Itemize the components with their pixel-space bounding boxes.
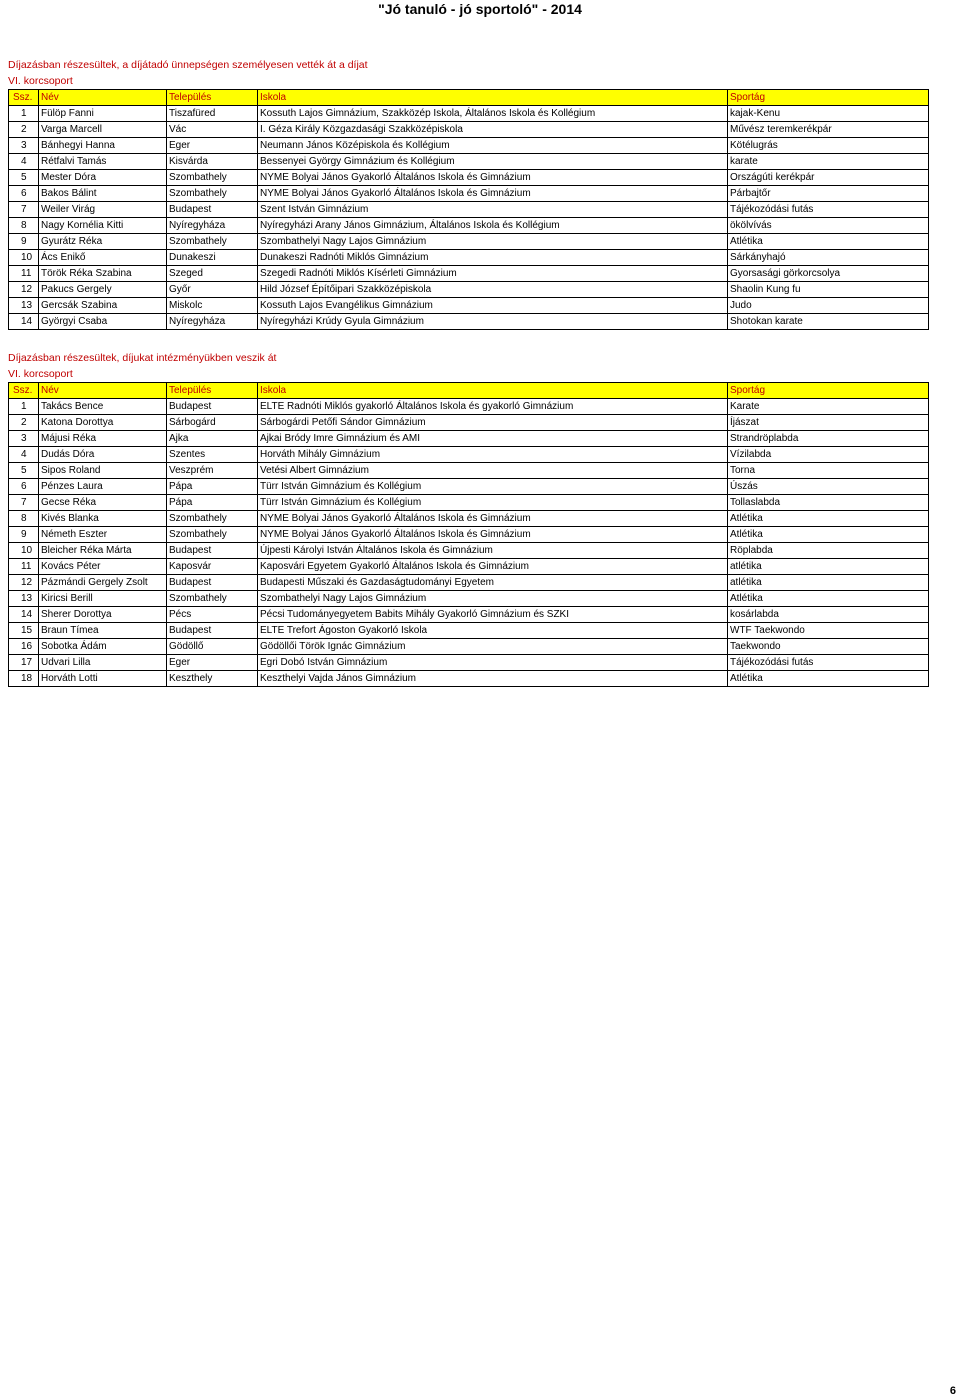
table-header-row: [9, 90, 929, 106]
cell-ssz: 3: [9, 138, 39, 154]
cell-ssz: 2: [9, 415, 39, 431]
table-row: [9, 250, 929, 266]
cell-ssz: 14: [9, 607, 39, 623]
document-title: "Jó tanuló - jó sportoló" - 2014: [378, 1, 582, 17]
cell-ssz: 4: [9, 154, 39, 170]
cell-nev: Török Réka Szabina: [39, 266, 167, 282]
cell-iskola: Kaposvári Egyetem Gyakorló Általános Iskola és Gimnázium: [258, 559, 728, 575]
cell-nev: Braun Tímea: [39, 623, 167, 639]
cell-ssz: 4: [9, 447, 39, 463]
cell-nev: Németh Eszter: [39, 527, 167, 543]
table-row: [9, 575, 929, 591]
section-heading: Díjazásban részesültek, díjukat intézményükben veszik át: [8, 352, 277, 364]
cell-sportag: Judo: [728, 298, 929, 314]
cell-sportag: Párbajtőr: [728, 186, 929, 202]
cell-iskola: Neumann János Középiskola és Kollégium: [258, 138, 728, 154]
table-row: [9, 415, 929, 431]
cell-nev: Weiler Virág: [39, 202, 167, 218]
cell-telepules: Veszprém: [167, 463, 258, 479]
cell-telepules: Pécs: [167, 607, 258, 623]
cell-iskola: NYME Bolyai János Gyakorló Általános Iskola és Gimnázium: [258, 170, 728, 186]
cell-sportag: Országúti kerékpár: [728, 170, 929, 186]
cell-ssz: 9: [9, 527, 39, 543]
cell-telepules: Dunakeszi: [167, 250, 258, 266]
cell-nev: Rétfalvi Tamás: [39, 154, 167, 170]
cell-sportag: Sárkányhajó: [728, 250, 929, 266]
page-number: 6: [949, 1385, 956, 1397]
cell-ssz: 15: [9, 623, 39, 639]
cell-nev: Kivés Blanka: [39, 511, 167, 527]
col-header-ssz: Ssz.: [9, 90, 39, 106]
cell-nev: Sherer Dorottya: [39, 607, 167, 623]
cell-telepules: Budapest: [167, 575, 258, 591]
table-row: [9, 138, 929, 154]
cell-iskola: Szegedi Radnóti Miklós Kísérleti Gimnázium: [258, 266, 728, 282]
cell-nev: Udvari Lilla: [39, 655, 167, 671]
cell-iskola: Vetési Albert Gimnázium: [258, 463, 728, 479]
cell-sportag: Atlétika: [728, 234, 929, 250]
cell-sportag: Tájékozódási futás: [728, 655, 929, 671]
cell-nev: Bánhegyi Hanna: [39, 138, 167, 154]
awardees-table: [8, 89, 929, 330]
cell-telepules: Pápa: [167, 479, 258, 495]
cell-nev: Gercsák Szabina: [39, 298, 167, 314]
table-row: [9, 106, 929, 122]
table-row: [9, 399, 929, 415]
cell-sportag: Röplabda: [728, 543, 929, 559]
cell-sportag: Tájékozódási futás: [728, 202, 929, 218]
cell-telepules: Szombathely: [167, 591, 258, 607]
table-row: [9, 234, 929, 250]
cell-sportag: kosárlabda: [728, 607, 929, 623]
cell-nev: Horváth Lotti: [39, 671, 167, 687]
table-row: [9, 671, 929, 687]
cell-ssz: 10: [9, 250, 39, 266]
table-row: [9, 282, 929, 298]
table-row: [9, 463, 929, 479]
cell-iskola: Szombathelyi Nagy Lajos Gimnázium: [258, 234, 728, 250]
table-row: [9, 511, 929, 527]
cell-sportag: Úszás: [728, 479, 929, 495]
cell-telepules: Szeged: [167, 266, 258, 282]
cell-telepules: Szombathely: [167, 527, 258, 543]
cell-ssz: 11: [9, 266, 39, 282]
table-row: [9, 431, 929, 447]
cell-iskola: Kossuth Lajos Evangélikus Gimnázium: [258, 298, 728, 314]
cell-sportag: Atlétika: [728, 511, 929, 527]
cell-ssz: 8: [9, 218, 39, 234]
cell-nev: Fülöp Fanni: [39, 106, 167, 122]
cell-ssz: 11: [9, 559, 39, 575]
col-header-iskola: Iskola: [258, 90, 728, 106]
cell-iskola: NYME Bolyai János Gyakorló Általános Iskola és Gimnázium: [258, 527, 728, 543]
cell-telepules: Pápa: [167, 495, 258, 511]
table-body: [9, 399, 929, 687]
table-row: [9, 314, 929, 330]
cell-telepules: Keszthely: [167, 671, 258, 687]
cell-iskola: NYME Bolyai János Gyakorló Általános Iskola és Gimnázium: [258, 186, 728, 202]
cell-ssz: 13: [9, 591, 39, 607]
cell-sportag: Kötélugrás: [728, 138, 929, 154]
table-header-row: [9, 383, 929, 399]
cell-telepules: Budapest: [167, 202, 258, 218]
cell-ssz: 12: [9, 575, 39, 591]
table-row: [9, 559, 929, 575]
cell-telepules: Győr: [167, 282, 258, 298]
cell-ssz: 2: [9, 122, 39, 138]
cell-telepules: Budapest: [167, 623, 258, 639]
cell-ssz: 10: [9, 543, 39, 559]
cell-iskola: Dunakeszi Radnóti Miklós Gimnázium: [258, 250, 728, 266]
cell-nev: Bakos Bálint: [39, 186, 167, 202]
cell-telepules: Szombathely: [167, 170, 258, 186]
cell-telepules: Szombathely: [167, 186, 258, 202]
cell-iskola: Gödöllői Török Ignác Gimnázium: [258, 639, 728, 655]
cell-ssz: 3: [9, 431, 39, 447]
cell-telepules: Szentes: [167, 447, 258, 463]
cell-ssz: 17: [9, 655, 39, 671]
table-row: [9, 495, 929, 511]
cell-sportag: Taekwondo: [728, 639, 929, 655]
cell-ssz: 14: [9, 314, 39, 330]
cell-ssz: 6: [9, 479, 39, 495]
cell-telepules: Miskolc: [167, 298, 258, 314]
cell-sportag: atlétika: [728, 575, 929, 591]
cell-sportag: atlétika: [728, 559, 929, 575]
cell-nev: Kovács Péter: [39, 559, 167, 575]
cell-nev: Májusi Réka: [39, 431, 167, 447]
cell-sportag: WTF Taekwondo: [728, 623, 929, 639]
cell-telepules: Kisvárda: [167, 154, 258, 170]
cell-nev: Pénzes Laura: [39, 479, 167, 495]
section-heading: Díjazásban részesültek, a díjátadó ünnepségen személyesen vették át a díjat: [8, 59, 368, 71]
table-row: [9, 202, 929, 218]
cell-telepules: Nyíregyháza: [167, 314, 258, 330]
col-header-iskola: Iskola: [258, 383, 728, 399]
cell-ssz: 12: [9, 282, 39, 298]
cell-telepules: Szombathely: [167, 234, 258, 250]
col-header-ssz: Ssz.: [9, 383, 39, 399]
cell-telepules: Gödöllő: [167, 639, 258, 655]
cell-nev: Pázmándi Gergely Zsolt: [39, 575, 167, 591]
cell-nev: Mester Dóra: [39, 170, 167, 186]
age-category: VI. korcsoport: [8, 75, 73, 87]
cell-ssz: 8: [9, 511, 39, 527]
table-row: [9, 479, 929, 495]
cell-sportag: Shotokan karate: [728, 314, 929, 330]
cell-telepules: Nyíregyháza: [167, 218, 258, 234]
cell-iskola: Hild József Építőipari Szakközépiskola: [258, 282, 728, 298]
cell-iskola: Budapesti Műszaki és Gazdaságtudományi Egyetem: [258, 575, 728, 591]
cell-sportag: Strandröplabda: [728, 431, 929, 447]
cell-nev: Takács Bence: [39, 399, 167, 415]
cell-sportag: Művész teremkerékpár: [728, 122, 929, 138]
cell-ssz: 18: [9, 671, 39, 687]
cell-sportag: karate: [728, 154, 929, 170]
cell-ssz: 1: [9, 106, 39, 122]
cell-iskola: Kossuth Lajos Gimnázium, Szakközép Iskola, Általános Iskola és Kollégium: [258, 106, 728, 122]
table-row: [9, 266, 929, 282]
table-row: [9, 639, 929, 655]
cell-iskola: Nyíregyházi Arany János Gimnázium, Általános Iskola és Kollégium: [258, 218, 728, 234]
cell-sportag: kajak-Kenu: [728, 106, 929, 122]
cell-ssz: 16: [9, 639, 39, 655]
cell-iskola: NYME Bolyai János Gyakorló Általános Iskola és Gimnázium: [258, 511, 728, 527]
cell-nev: Nagy Kornélia Kitti: [39, 218, 167, 234]
table-row: [9, 218, 929, 234]
table-row: [9, 591, 929, 607]
cell-sportag: Íjászat: [728, 415, 929, 431]
cell-nev: Gyurátz Réka: [39, 234, 167, 250]
table-row: [9, 154, 929, 170]
cell-nev: Ács Enikő: [39, 250, 167, 266]
cell-iskola: Szent István Gimnázium: [258, 202, 728, 218]
table-row: [9, 527, 929, 543]
cell-sportag: Karate: [728, 399, 929, 415]
cell-sportag: Tollaslabda: [728, 495, 929, 511]
col-header-telepules: Település: [167, 383, 258, 399]
section-awarded-at-institution: [8, 350, 928, 687]
cell-nev: Györgyi Csaba: [39, 314, 167, 330]
cell-iskola: Ajkai Bródy Imre Gimnázium és AMI: [258, 431, 728, 447]
cell-ssz: 1: [9, 399, 39, 415]
cell-nev: Katona Dorottya: [39, 415, 167, 431]
cell-iskola: Sárbogárdi Petőfi Sándor Gimnázium: [258, 415, 728, 431]
awardees-table: [8, 382, 929, 687]
cell-telepules: Budapest: [167, 399, 258, 415]
cell-iskola: ELTE Radnóti Miklós gyakorló Általános Iskola és gyakorló Gimnázium: [258, 399, 728, 415]
cell-sportag: ökölvívás: [728, 218, 929, 234]
cell-sportag: Vízilabda: [728, 447, 929, 463]
cell-ssz: 5: [9, 463, 39, 479]
table-row: [9, 122, 929, 138]
cell-iskola: Szombathelyi Nagy Lajos Gimnázium: [258, 591, 728, 607]
table-row: [9, 655, 929, 671]
table-row: [9, 623, 929, 639]
cell-iskola: Türr István Gimnázium és Kollégium: [258, 495, 728, 511]
table-row: [9, 447, 929, 463]
cell-iskola: Pécsi Tudományegyetem Babits Mihály Gyakorló Gimnázium és SZKI: [258, 607, 728, 623]
cell-telepules: Sárbogárd: [167, 415, 258, 431]
table-body: [9, 106, 929, 330]
cell-nev: Sipos Roland: [39, 463, 167, 479]
cell-iskola: Nyíregyházi Krúdy Gyula Gimnázium: [258, 314, 728, 330]
cell-sportag: Gyorsasági görkorcsolya: [728, 266, 929, 282]
table-row: [9, 543, 929, 559]
cell-telepules: Budapest: [167, 543, 258, 559]
cell-sportag: Shaolin Kung fu: [728, 282, 929, 298]
cell-telepules: Ajka: [167, 431, 258, 447]
cell-nev: Gecse Réka: [39, 495, 167, 511]
cell-ssz: 7: [9, 495, 39, 511]
cell-nev: Varga Marcell: [39, 122, 167, 138]
table-row: [9, 298, 929, 314]
cell-ssz: 9: [9, 234, 39, 250]
cell-iskola: Horváth Mihály Gimnázium: [258, 447, 728, 463]
cell-telepules: Eger: [167, 655, 258, 671]
cell-iskola: Türr István Gimnázium és Kollégium: [258, 479, 728, 495]
col-header-telepules: Település: [167, 90, 258, 106]
cell-sportag: Torna: [728, 463, 929, 479]
cell-iskola: Egri Dobó István Gimnázium: [258, 655, 728, 671]
col-header-sportag: Sportág: [728, 90, 929, 106]
cell-telepules: Eger: [167, 138, 258, 154]
table-row: [9, 186, 929, 202]
cell-telepules: Tiszafüred: [167, 106, 258, 122]
col-header-nev: Név: [39, 383, 167, 399]
cell-sportag: Atlétika: [728, 591, 929, 607]
col-header-sportag: Sportág: [728, 383, 929, 399]
cell-sportag: Atlétika: [728, 527, 929, 543]
cell-ssz: 5: [9, 170, 39, 186]
cell-iskola: ELTE Trefort Ágoston Gyakorló Iskola: [258, 623, 728, 639]
cell-nev: Sobotka Ádám: [39, 639, 167, 655]
cell-telepules: Kaposvár: [167, 559, 258, 575]
col-header-nev: Név: [39, 90, 167, 106]
cell-nev: Kiricsi Berill: [39, 591, 167, 607]
cell-ssz: 6: [9, 186, 39, 202]
cell-ssz: 7: [9, 202, 39, 218]
age-category: VI. korcsoport: [8, 368, 73, 380]
table-row: [9, 607, 929, 623]
section-awarded-in-person: [8, 57, 928, 330]
cell-iskola: Bessenyei György Gimnázium és Kollégium: [258, 154, 728, 170]
cell-nev: Bleicher Réka Márta: [39, 543, 167, 559]
cell-nev: Dudás Dóra: [39, 447, 167, 463]
cell-nev: Pakucs Gergely: [39, 282, 167, 298]
table-row: [9, 170, 929, 186]
cell-iskola: Keszthelyi Vajda János Gimnázium: [258, 671, 728, 687]
cell-sportag: Atlétika: [728, 671, 929, 687]
cell-iskola: I. Géza Király Közgazdasági Szakközépiskola: [258, 122, 728, 138]
cell-ssz: 13: [9, 298, 39, 314]
cell-iskola: Újpesti Károlyi István Általános Iskola és Gimnázium: [258, 543, 728, 559]
cell-telepules: Szombathely: [167, 511, 258, 527]
cell-telepules: Vác: [167, 122, 258, 138]
